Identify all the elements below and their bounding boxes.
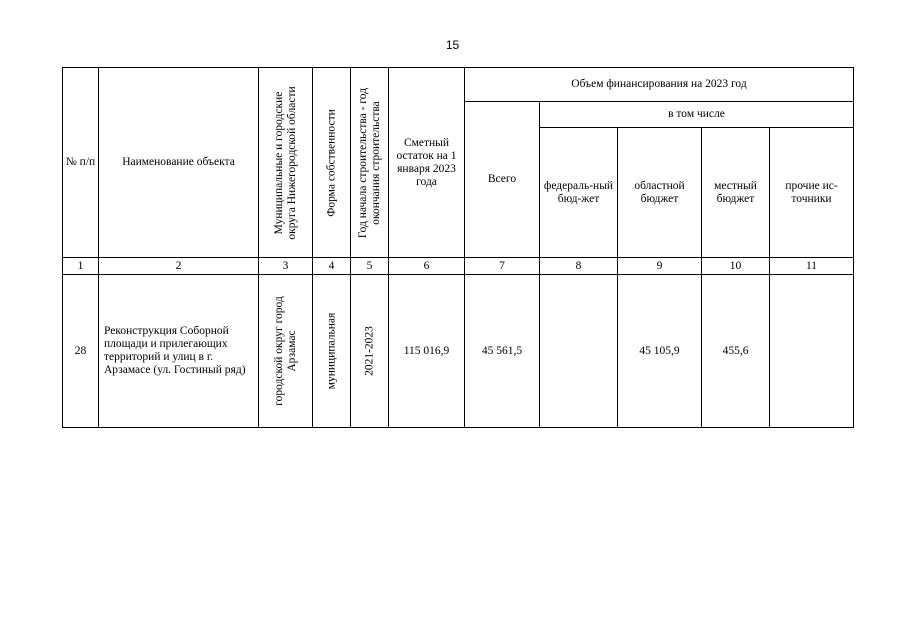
row-other — [770, 275, 854, 428]
header-municipality-cell — [259, 68, 313, 258]
row-municipality-cell — [259, 275, 313, 428]
column-number: 4 — [313, 258, 351, 275]
row-name: Реконструкция Соборной площади и прилегающих территорий и улиц в г. Арзамасе (ул. Гостиный ряд) — [99, 275, 259, 428]
header-financing-group: Объем финансирования на 2023 год — [465, 68, 854, 102]
row-years-cell — [351, 275, 389, 428]
row-years: 2021-2023 — [363, 326, 375, 376]
row-local: 455,6 — [702, 275, 770, 428]
header-ownership-cell — [313, 68, 351, 258]
row-regional: 45 105,9 — [618, 275, 702, 428]
column-number: 2 — [99, 258, 259, 275]
header-total: Всего — [465, 102, 540, 258]
row-federal — [540, 275, 618, 428]
header-name: Наименование объекта — [99, 68, 259, 258]
row-num: 28 — [63, 275, 99, 428]
header-years-cell — [351, 68, 389, 258]
row-ownership: муниципальная — [325, 312, 337, 390]
header-other: прочие ис-точники — [770, 128, 854, 258]
financing-table — [62, 67, 854, 428]
column-number: 1 — [63, 258, 99, 275]
header-estimate: Сметный остаток на 1 января 2023 года — [389, 68, 465, 258]
header-including: в том числе — [540, 102, 854, 128]
table-row — [63, 275, 854, 428]
header-regional: областной бюджет — [618, 128, 702, 258]
column-number: 9 — [618, 258, 702, 275]
column-number: 11 — [770, 258, 854, 275]
row-total: 45 561,5 — [465, 275, 540, 428]
row-ownership-cell — [313, 275, 351, 428]
header-years: Год начала строительства - год окончания строительства — [356, 87, 382, 238]
column-number: 5 — [351, 258, 389, 275]
header-local: местный бюджет — [702, 128, 770, 258]
column-number: 3 — [259, 258, 313, 275]
header-municipality: Муниципальные и городские округа Нижегородской области — [272, 85, 298, 240]
header-federal: федераль-ный бюд-жет — [540, 128, 618, 258]
column-number: 10 — [702, 258, 770, 275]
column-number: 8 — [540, 258, 618, 275]
page-number: 15 — [445, 38, 460, 52]
column-numbers-row — [63, 258, 854, 275]
row-municipality: городской округ город Арзамас — [272, 296, 298, 406]
column-number: 6 — [389, 258, 465, 275]
header-ownership: Форма собственности — [325, 108, 337, 217]
header-num: № п/п — [63, 68, 99, 258]
row-estimate: 115 016,9 — [389, 275, 465, 428]
column-number: 7 — [465, 258, 540, 275]
